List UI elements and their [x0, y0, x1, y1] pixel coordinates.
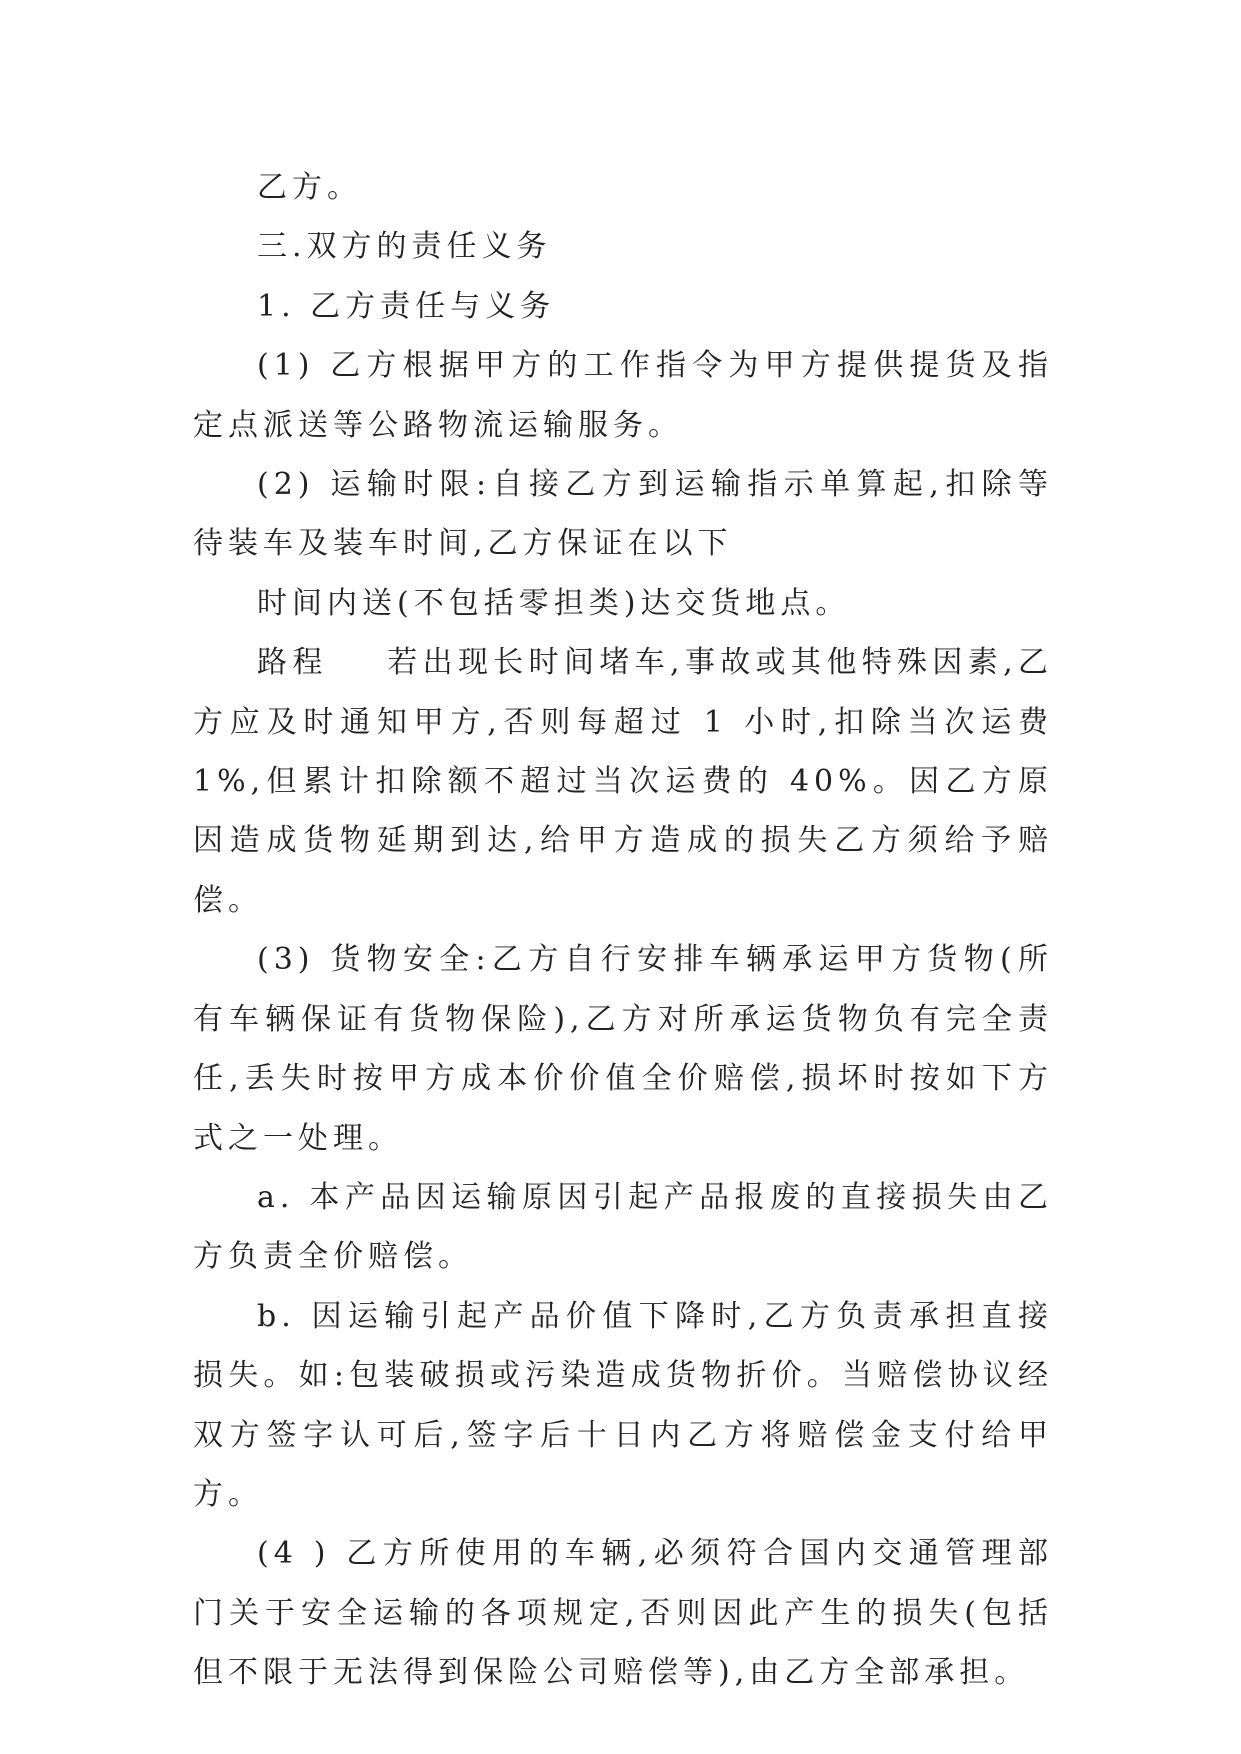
- clause-a-scrap-loss: a. 本产品因运输原因引起产品报废的直接损失由乙方负责全价赔偿。: [193, 1179, 1053, 1275]
- clause-4-vehicles: (4 ) 乙方所使用的车辆,必须符合国内交通管理部门关于安全运输的各项规定,否则因此产生的损失(包括但不限于无法得到保险公司赔偿等),由乙方全部承担。: [193, 1536, 1053, 1691]
- section-heading-responsibilities: 三.双方的责任义务: [257, 229, 552, 265]
- clause-2-time-limit-continued: 时间内送(不包括零担类)达交货地点。: [257, 585, 851, 621]
- paragraph-continuation: 乙方。: [257, 170, 362, 205]
- clause-1-services: (1) 乙方根据甲方的工作指令为甲方提供提货及指定点派送等公路物流运输服务。: [193, 348, 1053, 443]
- subsection-heading-party-b: 1. 乙方责任与义务: [257, 288, 556, 324]
- document-body: [193, 158, 1068, 1703]
- clause-3-cargo-safety: (3) 货物安全:乙方自行安排车辆承运甲方货物(所有车辆保证有货物保险),乙方对所承运货物负有完全责任,丢失时按甲方成本价价值全价赔偿,损坏时按如下方式之一处理。: [193, 942, 1053, 1156]
- clause-route-delay: 路程 若出现长时间堵车,事故或其他特殊因素,乙方应及时通知甲方,否则每超过 1 小时,扣除当次运费 1%,但累计扣除额不超过当次运费的 40%。因乙方原因造成货物延期到达,给甲方造成的损失乙方须给予赔偿。: [193, 645, 1068, 918]
- clause-2-time-limit: (2) 运输时限:自接乙方到运输指示单算起,扣除等待装车及装车时间,乙方保证在以下: [193, 467, 1053, 562]
- clause-b-value-decline: b. 因运输引起产品价值下降时,乙方负责承担直接损失。如:包装破损或污染造成货物折价。当赔偿协议经双方签字认可后,签字后十日内乙方将赔偿金支付给甲方。: [193, 1298, 1053, 1512]
